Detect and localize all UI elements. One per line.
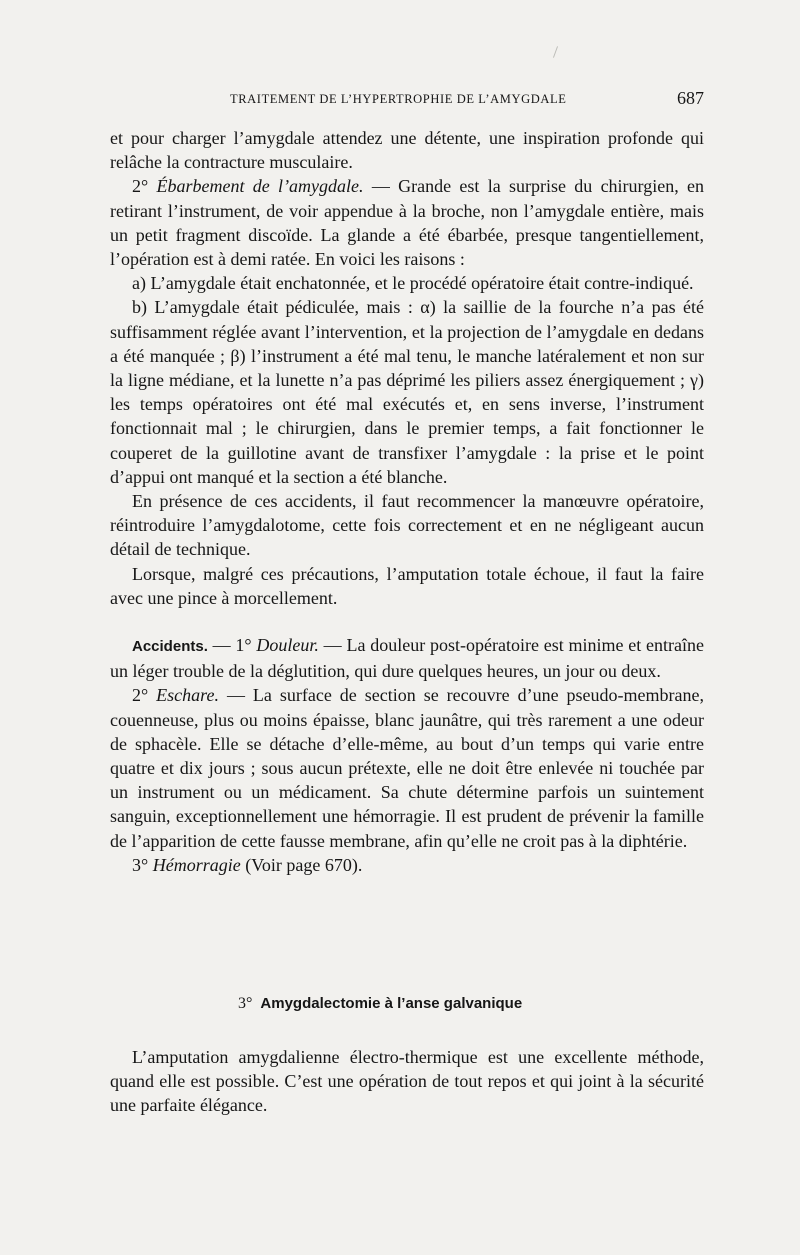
item-connector: — 1° xyxy=(207,635,257,656)
paragraph-continuation xyxy=(110,126,704,174)
paragraph-cause-a xyxy=(110,271,704,295)
item-number: 3° xyxy=(132,854,153,875)
paragraph-text: L’amputation amygdalienne électro-thermique est une excellente méthode, quand elle est possible. C’est une opération de tout repos et qui joint à la sécurité une parfaite élégance. xyxy=(110,1047,704,1116)
paragraph-text: — La surface de section se recouvre d’une pseudo-membrane, couenneuse, plus ou moins épaisse, blanc jaunâtre, qui très rarement a une odeur de sphacèle. Elle se détache d’elle-même, au bout d’un temps qui varie entre quatre et dix jours ; sous aucun prétexte, elle ne doit être enlevée ni touchée par un instrument ou un médicament. Sa chute détermine parfois un suintement sanguin, exceptionnellement une hémorragie. Il est prudent de prévenir la famille de l’apparition de cette fausse membrane, afin qu’elle ne croit pas à la diphtérie. xyxy=(110,685,704,851)
paragraph-text: et pour charger l’amygdale attendez une détente, une inspiration profonde qui relâche la contracture musculaire. xyxy=(110,128,704,173)
section-number: 3° xyxy=(238,995,253,1012)
paragraph-text: — La douleur post-opératoire est minime et entraîne un léger trouble de la déglutition, qui dure quelques heures, un jour ou deux. xyxy=(110,635,705,682)
body-text xyxy=(110,126,704,877)
paragraph-text: Lorsque, malgré ces précautions, l’amputation totale échoue, il faut la faire avec une pince à morcellement. xyxy=(110,563,704,608)
paragraph-ebarbement xyxy=(110,174,704,271)
running-title: TRAITEMENT DE L’HYPERTROPHIE DE L’AMYGDALE xyxy=(230,92,567,106)
paragraph-text: (Voir page 670). xyxy=(240,854,363,875)
item-number: 2° xyxy=(132,176,157,197)
page-number: 687 xyxy=(677,88,704,108)
paragraph-text: — Grande est la surprise du chirurgien, en retirant l’instrument, de voir appendue à la broche, non l’amygdale entière, mais un petit fragment discoïde. La glande a été ébarbée, presque tangentiellement, l’opération est à demi ratée. En voici les raisons : xyxy=(110,176,704,270)
paragraph-accidents xyxy=(110,633,704,683)
subsection-heading: Accidents. xyxy=(132,638,208,656)
paragraph-text: En présence de ces accidents, il faut recommencer la manœuvre opératoire, réintroduire l’amygdalotome, cette fois correctement et en ne négligeant aucun détail de technique. xyxy=(110,491,704,560)
section-body xyxy=(110,1045,704,1118)
item-number: 2° xyxy=(132,685,157,706)
section-heading xyxy=(238,995,522,1013)
paragraph-text: a) L’amygdale était enchatonnée, et le procédé opératoire était contre-indiqué. xyxy=(132,273,694,294)
page-header xyxy=(110,88,704,114)
paragraph-cause-b xyxy=(110,295,704,489)
paragraph-galvanic-method xyxy=(110,1045,704,1118)
paragraph-eschare xyxy=(110,683,704,852)
paper-mark xyxy=(553,46,558,58)
paragraph-repeat-procedure xyxy=(110,489,704,562)
paragraph-morcellement xyxy=(110,562,704,610)
item-label: Hémorragie xyxy=(152,854,241,875)
paragraph-hemorragie xyxy=(110,853,704,877)
item-label: Douleur. xyxy=(256,635,319,656)
item-label: Ébarbement de l’amygdale. xyxy=(156,176,364,197)
section-title: Amygdalectomie à l’anse galvanique xyxy=(260,995,523,1012)
item-label: Eschare. xyxy=(156,685,219,706)
paragraph-text: b) L’amygdale était pédiculée, mais : α) la saillie de la fourche n’a pas été suffisamment réglée avant l’intervention, et la projection de l’amygdale en dedans a été manquée ; β) l’instrument a été mal tenu, le manche latéralement et non sur la ligne médiane, et la lunette n’a pas déprimé les piliers assez énergiquement ; γ) les temps opératoires ont été mal exécutés et, en sens inverse, l’instrument fonctionnait mal ; le chirurgien, dans le premier temps, a fait fonctionner le couperet de la guillotine avant de transfixer l’amygdale : la prise et le point d’appui ont manqué et la section a été blanche. xyxy=(110,297,704,487)
